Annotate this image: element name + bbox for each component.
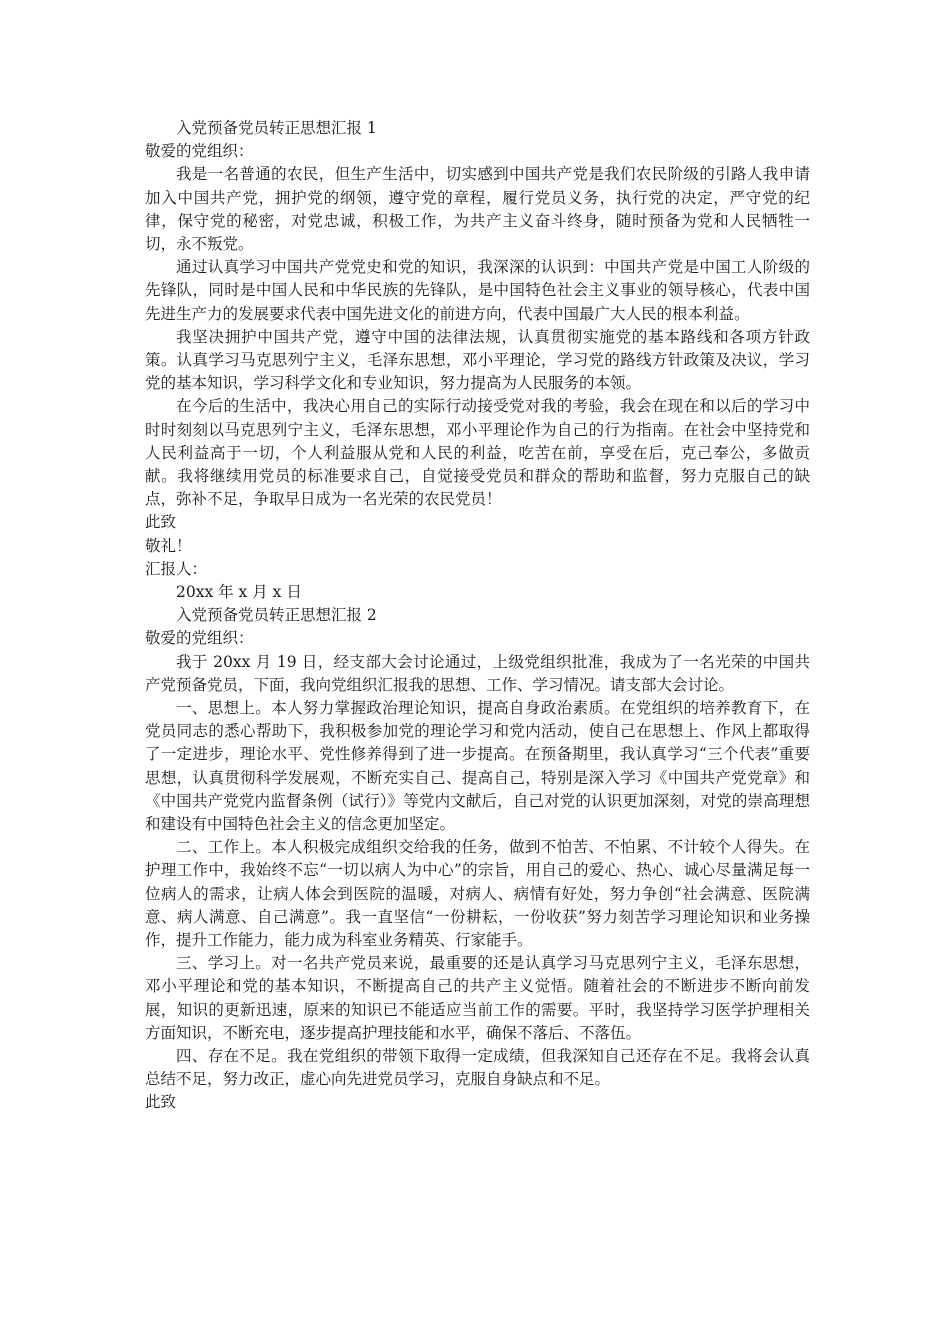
report2-paragraph-3: 二、工作上。本人积极完成组织交给我的任务，做到不怕苦、不怕累、不计较个人得失。在护理工作中，我始终不忘“一切以病人为中心”的宗旨，用自己的爱心、热心、诚心尽量满足每一位病人的需求，让病人体会到医院的温暖，对病人、病情有好处，努力争创“社会满意、医院满意、病人满意、自己满意”。我一直坚信“一份耕耘，一份收获”努力刻苦学习理论知识和业务操作，提升工作能力，能力成为科室业务精英、行家能手。 — [145, 838, 810, 949]
document-page — [145, 117, 810, 1115]
report1-paragraph-4: 在今后的生活中，我决心用自己的实际行动接受党对我的考验，我会在现在和以后的学习中时时刻刻以马克思列宁主义，毛泽东思想，邓小平理论作为自己的行为指南。在社会中坚持党和人民利益高于一切，个人利益服从党和人民的利益，吃苦在前，享受在后，克己奉公，多做贡献。我将继续用党员的标准要求自己，自觉接受党员和群众的帮助和监督，努力克服自己的缺点，弥补不足，争取早日成为一名光荣的农民党员！ — [145, 397, 810, 509]
report1-paragraph-3: 我坚决拥护中国共产党，遵守中国的法律法规，认真贯彻实施党的基本路线和各项方针政策。认真学习马克思列宁主义，毛泽东思想，邓小平理论，学习党的路线方针政策及决议，学习党的基本知识，学习科学文化和专业知识，努力提高为人民服务的本领。 — [145, 327, 810, 393]
report1-closing-1: 此致 — [145, 513, 177, 532]
report2-paragraph-5: 四、存在不足。我在党组织的带领下取得一定成绩，但我深知自己还存在不足。我将会认真总结不足，努力改正，虚心向先进党员学习，克服自身缺点和不足。 — [145, 1047, 810, 1089]
report2-paragraph-2: 一、思想上。本人努力掌握政治理论知识，提高自身政治素质。在党组织的培养教育下，在党员同志的悉心帮助下，我积极参加党的理论学习和党内活动，使自己在思想上、作风上都取得了一定进步，理论水平、党性修养得到了进一步提高。在预备期里，我认真学习“三个代表”重要思想，认真贯彻科学发展观，不断充实自己、提高自己，特别是深入学习《中国共产党党章》和《中国共产党党内监督条例（试行）》等党内文献后，自己对党的认识更加深刻，对党的崇高理想和建设有中国特色社会主义的信念更加坚定。 — [145, 698, 810, 833]
report1-paragraph-2: 通过认真学习中国共产党党史和党的知识，我深深的认识到：中国共产党是中国工人阶级的先锋队，同时是中国人民和中华民族的先锋队，是中国特色社会主义事业的领导核心，代表中国先进生产力的发展要求代表中国先进文化的前进方向，代表中国最广大人民的根本利益。 — [145, 258, 810, 323]
report1-closing-2: 敬礼！ — [145, 536, 192, 555]
report1-date: 20xx 年 x 月 x 日 — [176, 582, 302, 601]
report1-paragraph-1: 我是一名普通的农民，但生产生活中，切实感到中国共产党是我们农民阶级的引路人我申请加入中国共产党，拥护党的纲领，遵守党的章程，履行党员义务，执行党的决定，严守党的纪律，保守党的秘密，对党忠诚，积极工作，为共产主义奋斗终身，随时预备为党和人民牺牲一切，永不叛党。 — [145, 165, 810, 253]
report1-reporter: 汇报人： — [145, 559, 208, 578]
report2-paragraph-4: 三、学习上。对一名共产党员来说，最重要的还是认真学习马克思列宁主义，毛泽东思想，邓小平理论和党的基本知识，不断提高自己的共产主义觉悟。随着社会的不断进步不断向前发展，知识的更新迅速，原来的知识已不能适应当前工作的需要。平时，我坚持学习医学护理相关方面知识，不断充电，逐步提高护理技能和水平，确保不落后、不落伍。 — [145, 954, 810, 1042]
report2-salutation: 敬爱的党组织： — [145, 629, 254, 648]
report2-closing-1: 此致 — [145, 1093, 177, 1112]
report1-title: 入党预备党员转正思想汇报 1 — [176, 119, 377, 137]
report2-paragraph-1: 我于 20xx 月 19 日，经支部大会讨论通过，上级党组织批准，我成为了一名光荣的中国共产党预备党员，下面，我向党组织汇报我的思想、工作、学习情况。请支部大会讨论。 — [145, 652, 810, 694]
report1-salutation: 敬爱的党组织： — [145, 142, 254, 161]
report2-title: 入党预备党员转正思想汇报 2 — [176, 606, 377, 625]
